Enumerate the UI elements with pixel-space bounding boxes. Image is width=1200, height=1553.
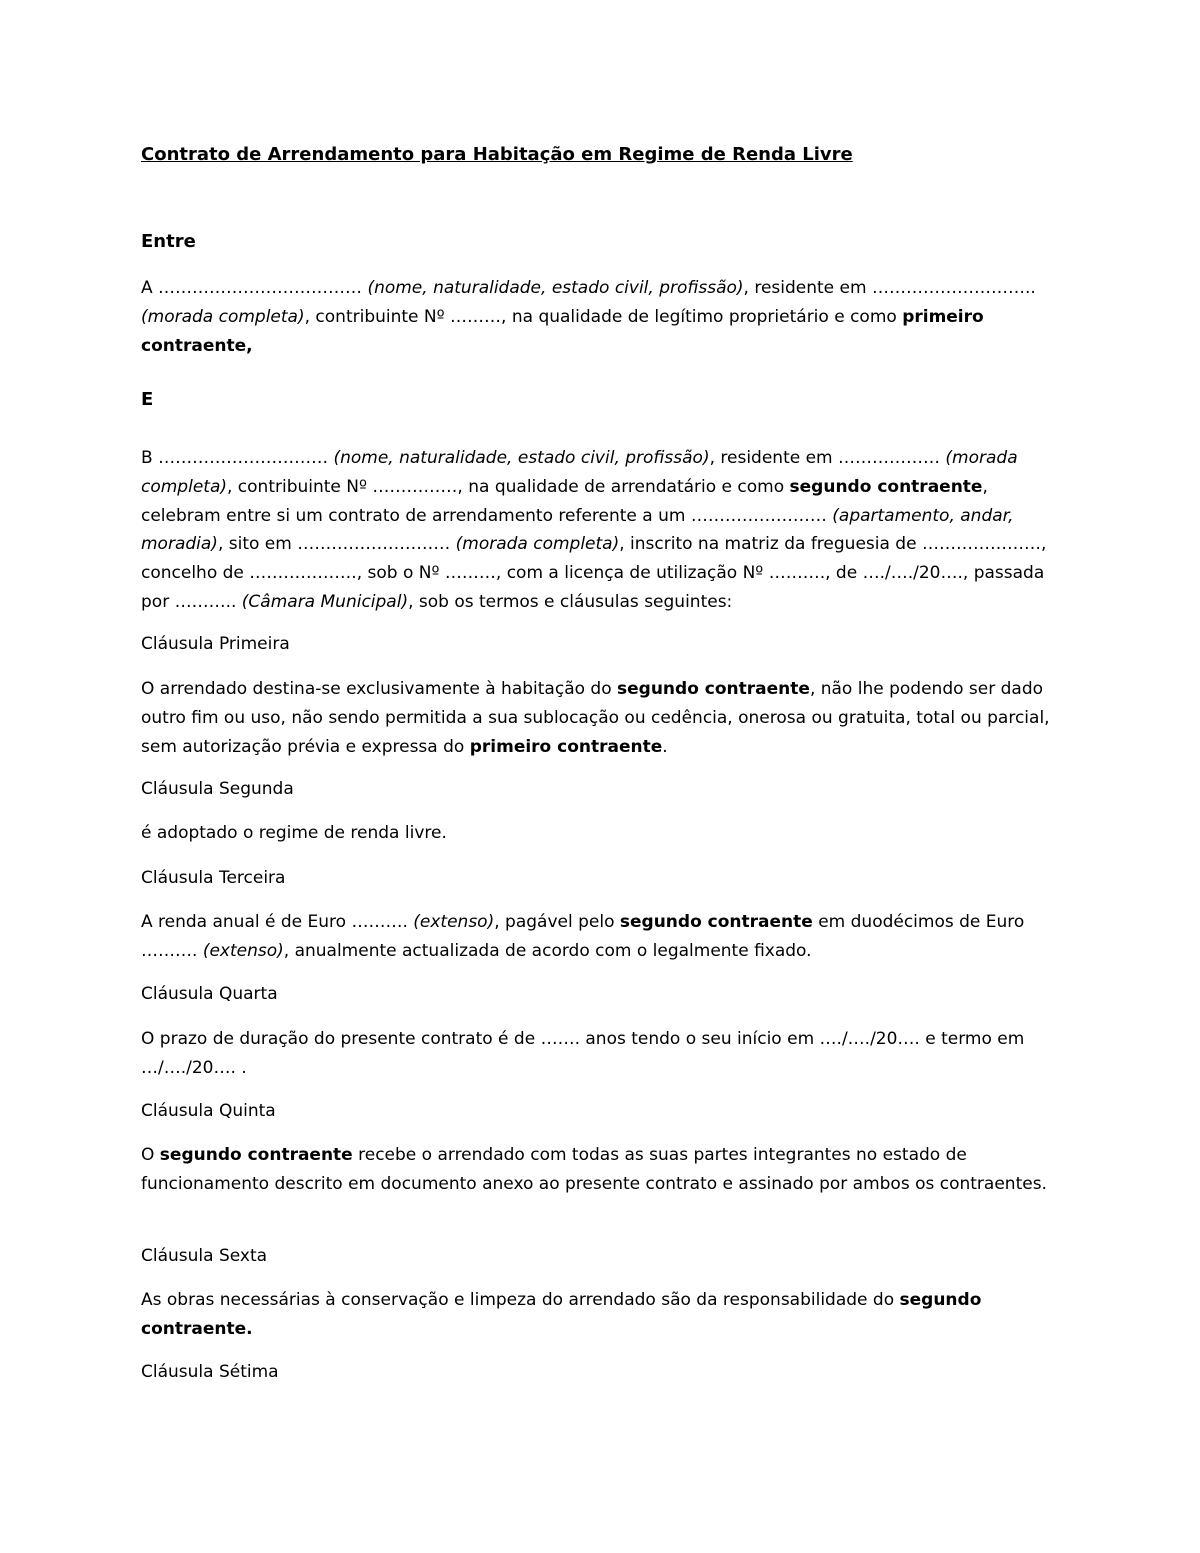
party-a-text: , residente em ……………………….. [743, 278, 1036, 298]
party-b-text: , residente em ……………… [709, 448, 946, 468]
clause-2-heading: Cláusula Segunda [141, 779, 294, 799]
party-b-placeholder: (nome, naturalidade, estado civil, profissão) [333, 448, 710, 468]
clause-role: segundo contraente [159, 1145, 353, 1165]
clause-3-heading: Cláusula Terceira [141, 868, 286, 888]
clause-placeholder: (extenso) [413, 912, 495, 932]
party-b-text: , celebram entre si um contrato de arrendamento referente a um …………………… [141, 476, 988, 526]
clause-text: , não lhe podendo ser dado outro fim ou uso, não sendo permitida a sua sublocação ou cedência, onerosa ou gratuita, total ou parcial, sem autorização prévia e expressa do [141, 679, 1050, 757]
clause-placeholder: (extenso) [202, 940, 284, 961]
party-a-placeholder: (morada completa) [141, 306, 305, 327]
party-a-text: , contribuinte Nº ………, na qualidade de legítimo proprietário e como [304, 306, 903, 327]
heading-e: E [141, 389, 154, 410]
party-b-role: segundo contraente [789, 476, 983, 497]
party-a-text: , [246, 335, 253, 356]
clause-1-heading: Cláusula Primeira [141, 634, 290, 654]
clause-text: O arrendado destina-se exclusivamente à habitação do [141, 679, 618, 699]
clause-text: em duodécimos de Euro ………. [141, 912, 1025, 961]
clause-5-heading: Cláusula Quinta [141, 1101, 276, 1121]
party-b-text: , sito em ……………………… [217, 534, 456, 555]
party-b-placeholder: (morada completa) [141, 448, 1018, 497]
clause-text: O [141, 1145, 160, 1165]
clause-text: , pagável pelo [494, 912, 620, 932]
party-b-text: B ………………………… [141, 448, 334, 468]
party-a-placeholder: (nome, naturalidade, estado civil, profissão) [367, 278, 744, 298]
clause-text: A renda anual é de Euro ………. [141, 912, 414, 932]
clause-role: primeiro contraente [469, 736, 663, 757]
heading-entre: Entre [141, 231, 196, 252]
clause-role: segundo contraente [619, 912, 813, 932]
clause-text: . [662, 736, 668, 757]
party-b-text: , inscrito na matriz da freguesia de …………………, concelho de ………………., sob o Nº ………, com a licença de utilização Nº ………., de …./…./20…., passada por ……….. [141, 534, 1047, 612]
party-b-placeholder: (Câmara Municipal) [241, 591, 409, 612]
clause-2-text: é adoptado o regime de renda livre. [141, 823, 447, 843]
clause-3-text [141, 908, 1056, 966]
party-b-paragraph [141, 444, 1056, 617]
clause-7-heading: Cláusula Sétima [141, 1362, 279, 1382]
clause-1-text [141, 675, 1056, 761]
clause-4-heading: Cláusula Quarta [141, 984, 278, 1004]
party-b-text: , sob os termos e cláusulas seguintes: [408, 591, 733, 612]
clause-text: As obras necessárias à conservação e limpeza do arrendado são da responsabilidade do [141, 1290, 900, 1310]
party-a-role: primeiro contraente [141, 306, 984, 356]
clause-role: segundo contraente [617, 679, 810, 699]
clause-text: . [246, 1318, 253, 1339]
clause-5-text [141, 1141, 1056, 1199]
document-title: Contrato de Arrendamento para Habitação em Regime de Renda Livre [141, 144, 853, 165]
clause-6-heading: Cláusula Sexta [141, 1246, 268, 1266]
party-a-paragraph [141, 274, 1056, 360]
clause-6-text [141, 1286, 1056, 1344]
clause-text: , anualmente actualizada de acordo com o legalmente fixado. [283, 940, 812, 961]
party-b-text: , contribuinte Nº ……………, na qualidade de arrendatário e como [227, 476, 790, 497]
party-a-text: A ……………………………… [141, 278, 368, 298]
clause-4-text: O prazo de duração do presente contrato é de ……. anos tendo o seu início em …./…./20…. e termo em …/…./20…. . [141, 1029, 1025, 1078]
clause-text: recebe o arrendado com todas as suas partes integrantes no estado de funcionamento descrito em documento anexo ao presente contrato e assinado por ambos os contraentes. [141, 1145, 1047, 1194]
clause-role: segundo contraente [141, 1290, 982, 1339]
party-b-placeholder: (morada completa) [455, 534, 620, 555]
party-b-placeholder: (apartamento, andar, moradia) [141, 505, 1014, 555]
